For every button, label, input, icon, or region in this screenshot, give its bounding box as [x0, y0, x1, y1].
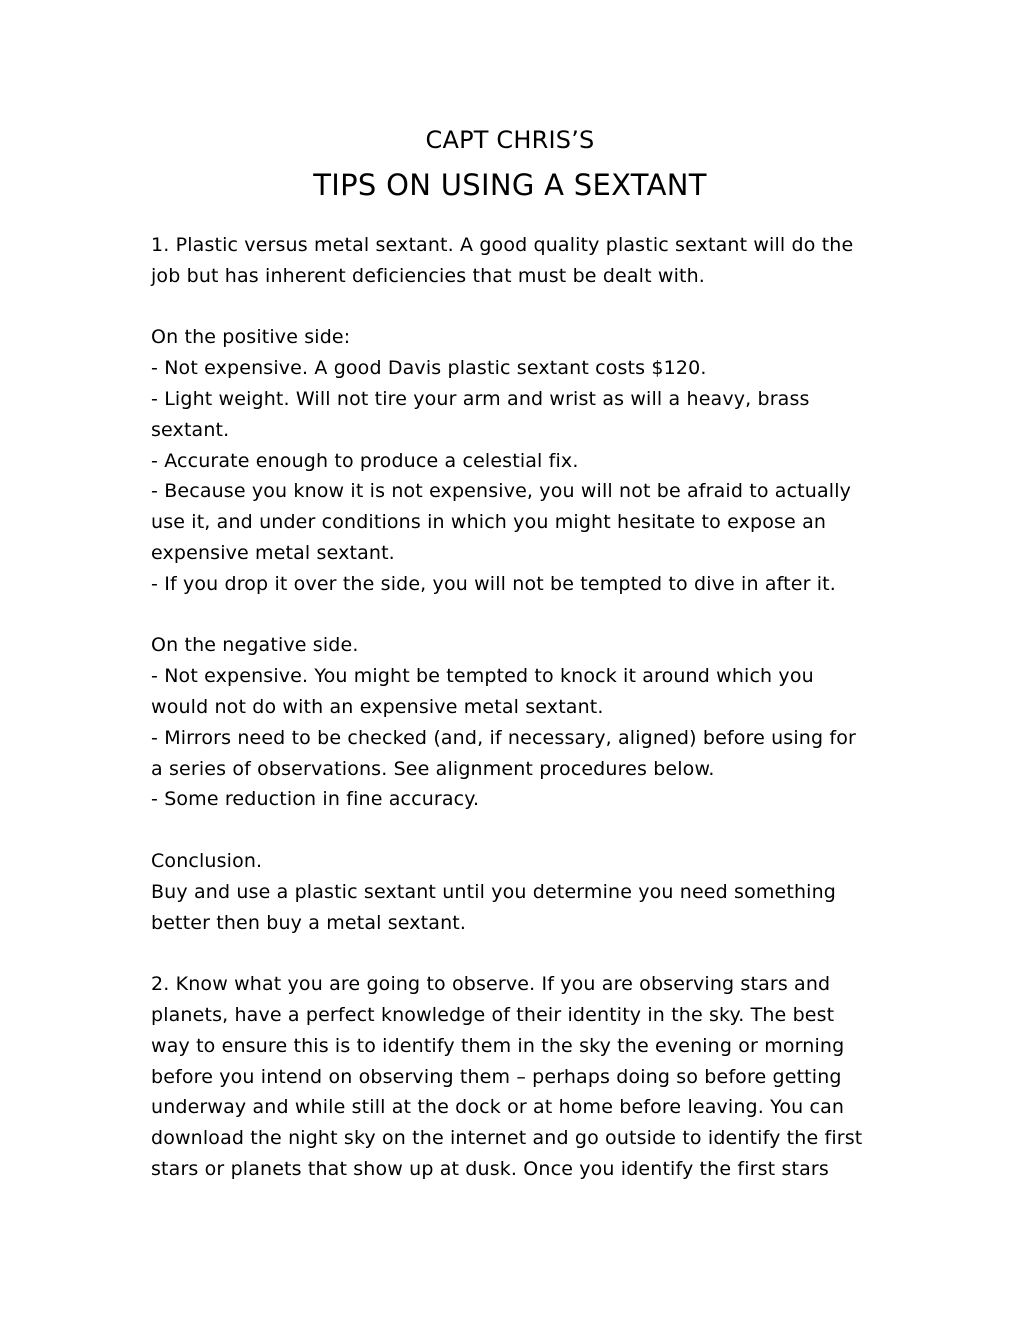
body-line: download the night sky on the internet and go outside to identify the first [151, 1127, 863, 1150]
body-line: - Not expensive. You might be tempted to knock it around which you [151, 665, 814, 688]
title-line-1: CAPT CHRIS’S [425, 126, 595, 154]
body-line: On the positive side: [151, 326, 351, 349]
body-line: use it, and under conditions in which you might hesitate to expose an [151, 511, 827, 534]
body-line: underway and while still at the dock or at home before leaving. You can [151, 1096, 845, 1119]
blank-line [151, 815, 891, 846]
body-line: sextant. [151, 418, 230, 441]
body-line: planets, have a perfect knowledge of their identity in the sky. The best [151, 1003, 835, 1026]
body-line: - Some reduction in fine accuracy. [151, 788, 480, 811]
body-line: would not do with an expensive metal sextant. [151, 695, 604, 718]
body-line: a series of observations. See alignment procedures below. [151, 757, 715, 780]
body-line: On the negative side. [151, 634, 359, 657]
body-line: stars or planets that show up at dusk. Once you identify the first stars [151, 1157, 829, 1180]
body-line: Conclusion. [151, 849, 263, 872]
body-line: job but has inherent deficiencies that must be dealt with. [151, 264, 705, 287]
body-line: - Because you know it is not expensive, you will not be afraid to actually [151, 480, 852, 503]
body-line: 1. Plastic versus metal sextant. A good quality plastic sextant will do the [151, 234, 854, 256]
body-line: - Not expensive. A good Davis plastic sextant costs $120. [151, 357, 707, 380]
body-line: expensive metal sextant. [151, 541, 395, 564]
title-line-2: TIPS ON USING A SEXTANT [313, 168, 707, 202]
blank-line [151, 292, 891, 323]
body-line: before you intend on observing them – perhaps doing so before getting [151, 1065, 842, 1088]
body-line: - Accurate enough to produce a celestial fix. [151, 449, 579, 472]
blank-line [151, 600, 891, 631]
body-text [151, 230, 891, 1185]
body-line: better then buy a metal sextant. [151, 911, 467, 934]
body-line: 2. Know what you are going to observe. If you are observing stars and [151, 973, 831, 996]
body-line: way to ensure this is to identify them in the sky the evening or morning [151, 1034, 845, 1057]
body-line: Buy and use a plastic sextant until you determine you need something [151, 880, 836, 903]
body-line: - Light weight. Will not tire your arm and wrist as will a heavy, brass [151, 387, 810, 410]
body-line: - Mirrors need to be checked (and, if necessary, aligned) before using for [151, 726, 856, 749]
blank-line [151, 938, 891, 969]
body-line: - If you drop it over the side, you will not be tempted to dive in after it. [151, 572, 836, 595]
